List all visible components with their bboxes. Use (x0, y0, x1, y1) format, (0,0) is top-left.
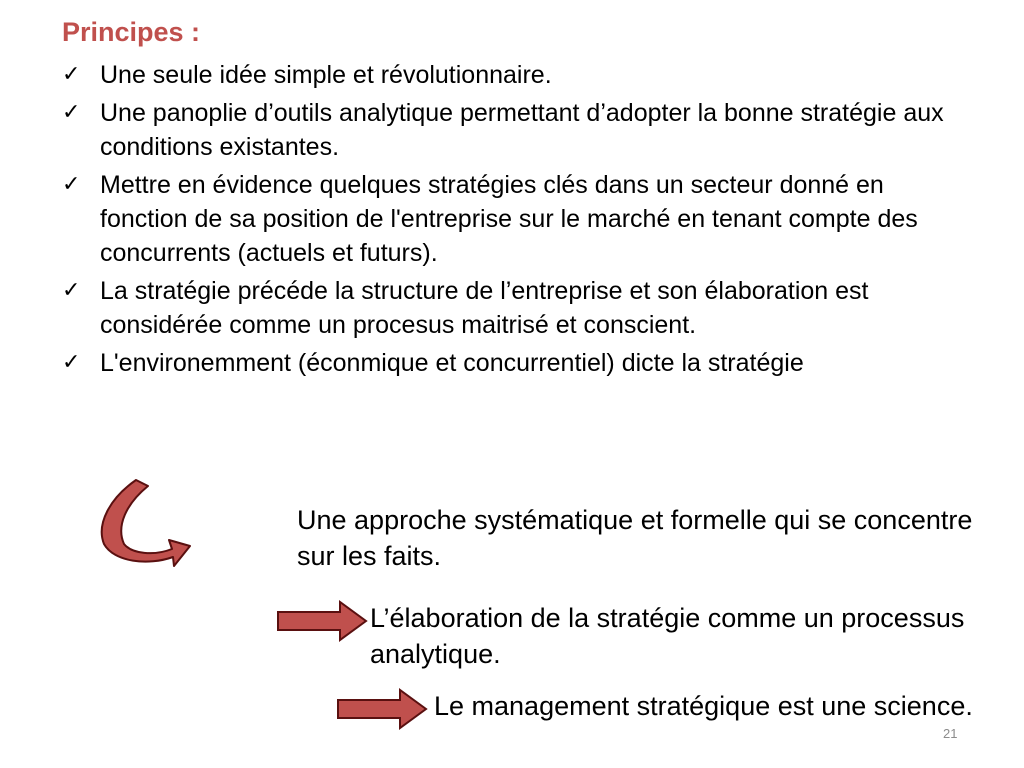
checkmark-icon: ✓ (62, 100, 81, 125)
checkmark-icon: ✓ (62, 278, 81, 303)
bullet-text: L'environemment (éconmique et concurrentiel) dicte la stratégie (100, 349, 804, 377)
checkmark-icon: ✓ (62, 350, 81, 375)
principes-heading: Principes : (62, 17, 201, 47)
checkmark-icon: ✓ (62, 62, 81, 87)
bullet-text: Une seule idée simple et révolutionnaire. (100, 61, 552, 89)
science-text: Le management stratégique est une science. (434, 691, 973, 721)
bullet-text: Mettre en évidence quelques stratégies clés dans un secteur donné en fonction de sa position de l'entreprise sur le marché en tenant compte des concurrents (actuels et futurs). (100, 171, 918, 267)
list-item (62, 346, 972, 380)
checkmark-icon: ✓ (62, 172, 81, 197)
list-item (62, 168, 972, 270)
list-item (62, 96, 972, 164)
curved-arrow-icon (96, 476, 196, 571)
analytic-process-text: L’élaboration de la stratégie comme un processus analytique. (370, 603, 965, 669)
right-arrow-icon (276, 600, 368, 642)
principles-list (62, 58, 972, 384)
bullet-text: Une panoplie d’outils analytique permettant d’adopter la bonne stratégie aux conditions existantes. (100, 99, 944, 161)
list-item (62, 58, 972, 92)
approach-text: Une approche systématique et formelle qui se concentre sur les faits. (297, 505, 973, 571)
right-arrow-icon (336, 688, 428, 730)
list-item (62, 274, 972, 342)
bullet-text: La stratégie précéde la structure de l’entreprise et son élaboration est considérée comme un procesus maitrisé et conscient. (100, 277, 869, 339)
slide-number: 21 (943, 726, 958, 741)
